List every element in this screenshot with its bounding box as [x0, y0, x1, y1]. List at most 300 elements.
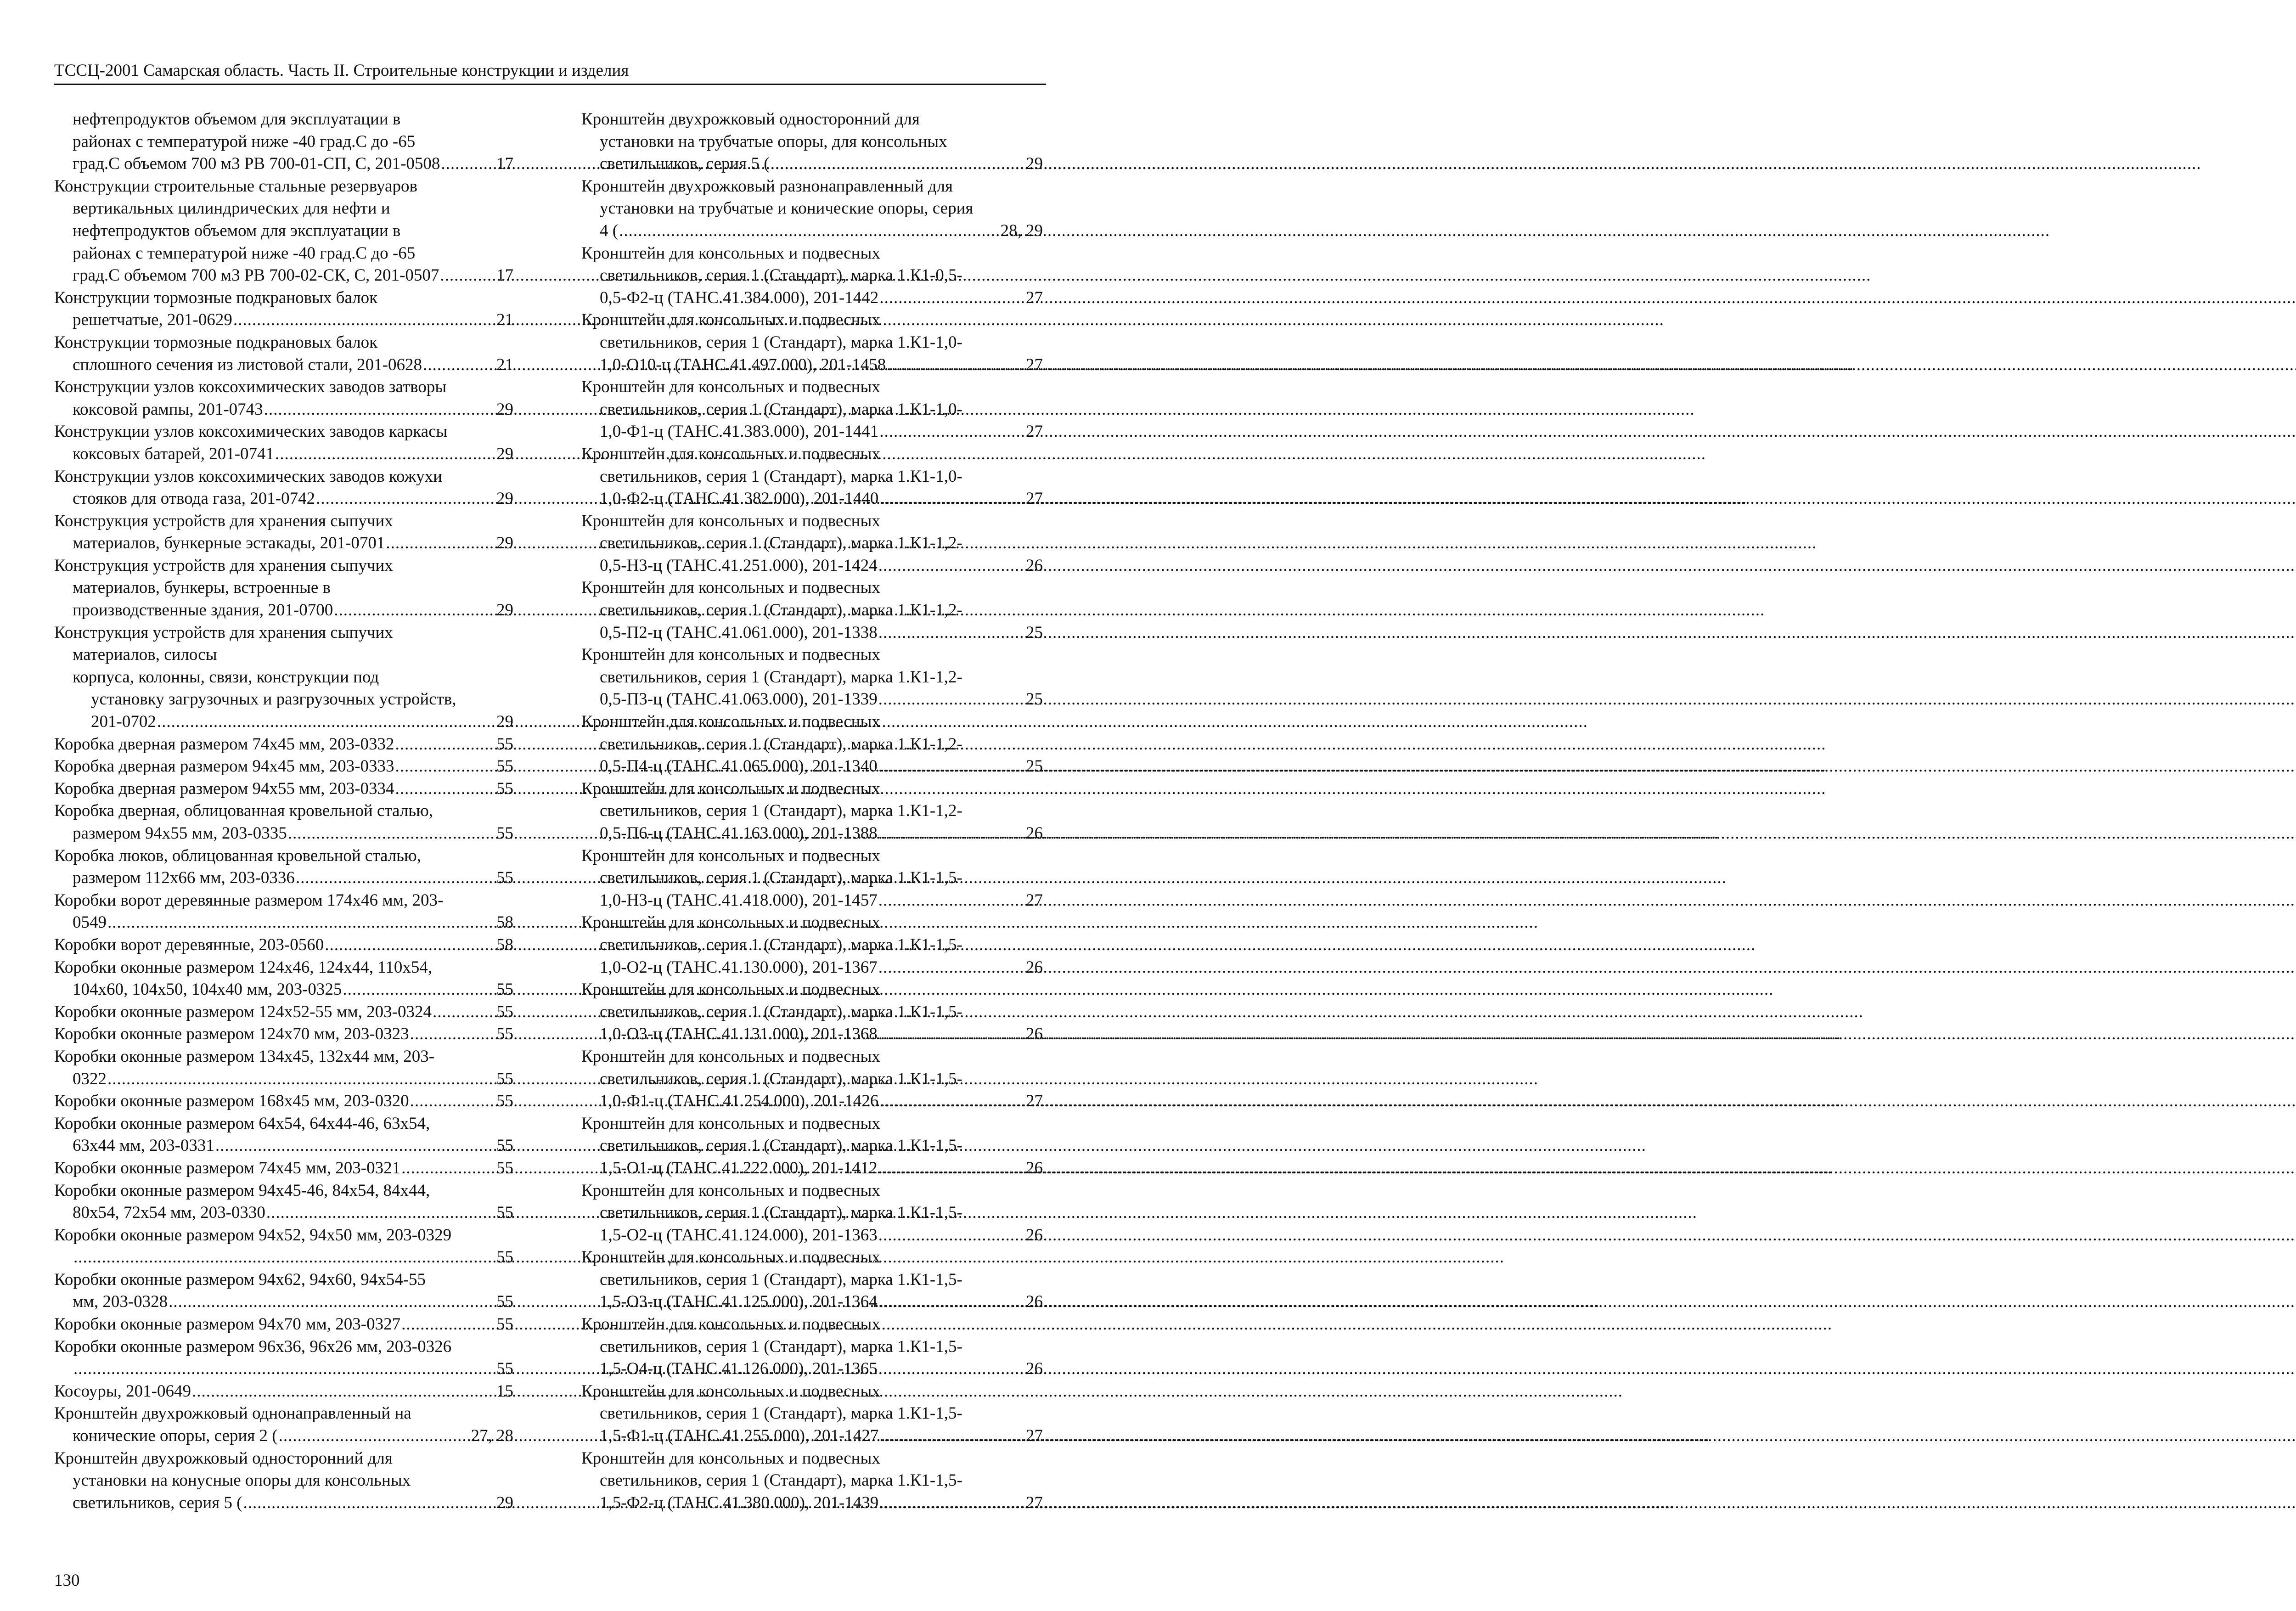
- index-entry-text: 1,5-Ф1-ц (ТАНС.41.255.000), 201-1427: [600, 1426, 879, 1446]
- index-entry: [54, 778, 513, 800]
- index-entry-text: 1,0-Ф1-ц (ТАНС.41.254.000), 201-1426: [600, 1092, 879, 1111]
- index-entry-line: [581, 622, 1043, 644]
- index-entry: [54, 1269, 513, 1313]
- index-entry-text: 0,5-П2-ц (ТАНС.41.061.000), 201-1338: [600, 623, 878, 642]
- index-entry-line: [54, 1157, 513, 1180]
- dot-leader: [878, 622, 1025, 644]
- index-entry: [54, 890, 513, 934]
- index-entry: [54, 510, 513, 555]
- index-entry-text: сплошного сечения из листовой стали, 201-0628: [73, 355, 422, 374]
- index-entry-line: [54, 733, 513, 756]
- index-entry-text: 0,5-П6-ц (ТАНС.41.163.000), 201-1388: [600, 824, 878, 843]
- index-entry: [54, 934, 513, 957]
- index-entry-page: 55: [496, 757, 513, 776]
- index-entry-text: материалов, бункерные эстакады, 201-0701: [73, 534, 385, 553]
- index-entry-text: 1,5-О3-ц (ТАНС.41.125.000), 201-1364: [600, 1292, 878, 1312]
- index-entry-line: [54, 1001, 513, 1024]
- index-entry-line: [54, 1358, 513, 1380]
- index-entry: [581, 912, 1043, 979]
- index-entry-line: Конструкции тормозные подкрановых балок: [54, 288, 378, 307]
- index-entry-line: материалов, бункеры, встроенные в: [73, 578, 331, 597]
- index-entry-line: светильников, серия 1 (Стандарт), марка 1.К1-1,5-: [600, 1270, 962, 1289]
- index-entry-page: 29: [496, 1493, 513, 1512]
- dot-leader: [233, 309, 495, 332]
- dot-leader: [879, 287, 1025, 310]
- index-entry-line: [54, 711, 513, 733]
- index-entry-text: 1,5-О4-ц (ТАНС.41.126.000), 201-1365: [600, 1359, 878, 1379]
- index-entry: [581, 1180, 1043, 1247]
- index-entry-text: 1,0-О10-ц (ТАНС.41.497.000), 201-1458: [600, 355, 886, 374]
- index-entry-line: Кронштейн двухрожковый односторонний для: [54, 1448, 393, 1468]
- index-entry-line: светильников, серия 1 (Стандарт), марка 1.К1-1,0-: [600, 332, 962, 352]
- index-entry-page: 29: [496, 601, 513, 620]
- index-entry-line: [54, 1291, 513, 1313]
- index-entry-line: установки на трубчатые и конические опоры, серия: [600, 199, 974, 218]
- index-entry-line: [54, 265, 513, 287]
- index-entry-line: [581, 220, 1043, 242]
- index-entry-page: 21: [496, 310, 513, 330]
- index-entry-text: коксовых батарей, 201-0741: [73, 444, 275, 463]
- index-entry-line: светильников, серия 1 (Стандарт), марка 1.К1-0,5-: [600, 266, 962, 285]
- index-entry: [54, 1113, 513, 1157]
- index-entry: [54, 1224, 513, 1269]
- index-entry-line: [54, 1135, 513, 1157]
- index-entry-page: 21: [496, 355, 513, 374]
- index-entry-line: Коробки оконные размером 94х45-46, 84х54, 84х44,: [54, 1181, 430, 1200]
- index-entry-page: 25: [1026, 690, 1043, 709]
- page-header: [54, 54, 1046, 85]
- index-entry-text: Коробки оконные размером 74х45 мм, 203-0321: [54, 1158, 401, 1177]
- index-entry-line: корпуса, колонны, связи, конструкции под: [73, 667, 379, 687]
- index-entry-text: Коробки оконные размером 124х70 мм, 203-0323: [54, 1025, 409, 1044]
- index-entry: [54, 421, 513, 465]
- index-entry: [54, 1001, 513, 1024]
- index-entry: [581, 242, 1043, 310]
- index-entry-line: светильников, серия 1 (Стандарт), марка 1.К1-1,5-: [600, 1136, 962, 1155]
- dot-leader: [279, 1425, 470, 1448]
- dot-leader: [410, 1090, 495, 1113]
- index-entry-text: Коробки оконные размером 94х70 мм, 203-0327: [54, 1315, 401, 1334]
- index-entry-line: светильников, серия 1 (Стандарт), марка 1.К1-1,2-: [600, 801, 962, 821]
- index-entry-page: 55: [496, 1092, 513, 1111]
- dot-leader: [771, 153, 1025, 175]
- index-entry-page: 55: [496, 1203, 513, 1222]
- index-entry: [54, 1336, 513, 1380]
- index-entry-line: [54, 532, 513, 555]
- index-entry-text: коксовой рампы, 201-0743: [73, 400, 263, 419]
- index-entry: [54, 1090, 513, 1113]
- index-entry-text: 1,5-Ф2-ц (ТАНС.41.380.000), 201-1439: [600, 1493, 879, 1512]
- index-entry-text: светильников, серия 5 (: [600, 154, 770, 174]
- dot-leader: [334, 599, 495, 622]
- index-entry-line: [54, 979, 513, 1001]
- index-entry-line: [54, 443, 513, 466]
- index-entry-line: Конструкции тормозные подкрановых балок: [54, 332, 378, 352]
- index-entry-line: светильников, серия 1 (Стандарт), марка 1.К1-1,0-: [600, 400, 962, 419]
- index-entry-line: материалов, силосы: [73, 645, 217, 665]
- index-entry-text: производственные здания, 201-0700: [73, 601, 333, 620]
- index-entry-line: светильников, серия 1 (Стандарт), марка 1.К1-1,2-: [600, 734, 962, 754]
- index-entry-line: [54, 1492, 513, 1515]
- index-entry-line: Конструкции узлов коксохимических заводов каркасы: [54, 422, 448, 441]
- dot-leader: [296, 867, 495, 890]
- index-entry-line: светильников, серия 1 (Стандарт), марка 1.К1-1,5-: [600, 1069, 962, 1088]
- index-entry: [54, 555, 513, 622]
- index-entry-line: Коробки оконные размером 94х62, 94х60, 94х54-55: [54, 1270, 426, 1289]
- dot-leader: [878, 822, 1025, 845]
- index-entry-page: 29: [496, 534, 513, 553]
- index-entry: [54, 622, 513, 666]
- index-entry-line: светильников, серия 1 (Стандарт), марка 1.К1-1,5-: [600, 1203, 962, 1222]
- index-entry-page: 27: [1026, 422, 1043, 441]
- index-entry-page: 55: [496, 1002, 513, 1021]
- index-entry-text: 104х60, 104х50, 104х40 мм, 203-0325: [73, 980, 342, 999]
- dot-leader: [878, 957, 1025, 979]
- dot-leader: [192, 1380, 495, 1403]
- dot-leader: [878, 555, 1025, 577]
- index-entry-line: установки на трубчатые опоры, для консольных: [600, 132, 947, 151]
- index-entry: [54, 1403, 513, 1447]
- index-entry-line: Конструкции узлов коксохимических заводов затворы: [54, 377, 447, 397]
- index-entry-page: 26: [1026, 1292, 1043, 1312]
- index-entry-line: [581, 688, 1043, 711]
- index-entry-line: [54, 1425, 513, 1448]
- index-entry: [54, 287, 513, 332]
- index-entry-line: [54, 399, 513, 421]
- index-entry-text: решетчатые, 201-0629: [73, 310, 232, 330]
- index-entry: [54, 1157, 513, 1180]
- index-entry-line: Кронштейн двухрожковый односторонний для: [581, 110, 920, 129]
- index-entry-text: мм, 203-0328: [73, 1292, 168, 1312]
- index-entry: [581, 778, 1043, 845]
- index-entry-text: Коробки оконные размером 168х45 мм, 203-0320: [54, 1092, 409, 1111]
- index-entry-line: Коробки оконные размером 124х46, 124х44, 110х54,: [54, 958, 433, 977]
- index-entry-page: 27: [1026, 1426, 1043, 1446]
- dot-leader: [243, 1492, 495, 1515]
- index-entry-line: [54, 1313, 513, 1336]
- index-entry-page: 58: [496, 913, 513, 932]
- index-entry-page: 26: [1026, 1225, 1043, 1245]
- index-entry-line: Кронштейн для консольных и подвесных: [581, 310, 880, 330]
- index-entry: [581, 108, 1043, 175]
- index-entry-text: 1,5-О1-ц (ТАНС.41.222.000), 201-1412: [600, 1158, 878, 1177]
- page-number: 130: [54, 1571, 80, 1590]
- dot-leader: [887, 354, 1025, 377]
- index-entry-page: 27: [1026, 355, 1043, 374]
- index-entry-text: Коробки оконные размером 124х52-55 мм, 203-0324: [54, 1002, 432, 1021]
- index-entry: [581, 1246, 1043, 1313]
- dot-leader: [878, 1023, 1025, 1046]
- index-entry-line: [54, 755, 513, 778]
- index-entry-line: светильников, серия 1 (Стандарт), марка 1.К1-1,2-: [600, 667, 962, 687]
- index-entry: [54, 332, 513, 376]
- index-entry: [581, 1046, 1043, 1113]
- index-entry: [581, 510, 1043, 577]
- index-entry-page: 55: [496, 734, 513, 754]
- index-entry-line: Кронштейн для консольных и подвесных: [581, 578, 880, 597]
- index-entry-text: 0549: [73, 913, 107, 932]
- index-entry-page: 26: [1026, 958, 1043, 977]
- index-entry: [54, 1380, 513, 1403]
- dot-leader: [215, 1135, 495, 1157]
- index-entry-line: [54, 309, 513, 332]
- index-entry-page: 17: [496, 154, 513, 174]
- index-entry-page: 26: [1026, 556, 1043, 575]
- index-entry: [581, 577, 1043, 644]
- index-entry-page: 55: [496, 1292, 513, 1312]
- index-entry-line: светильников, серия 1 (Стандарт), марка 1.К1-1,5-: [600, 1404, 962, 1423]
- index-entry-page: 15: [496, 1381, 513, 1401]
- index-entry-page: 25: [1026, 623, 1043, 642]
- index-entry: [54, 466, 513, 510]
- index-entry-page: 26: [1026, 1025, 1043, 1044]
- index-entry-text: град.С объемом 700 м3 РВ 700-01-СП, С, 201-0508: [73, 154, 440, 174]
- index-entry-line: Кронштейн для консольных и подвесных: [581, 377, 880, 397]
- dot-leader: [73, 1358, 495, 1380]
- dot-leader: [107, 1068, 495, 1091]
- index-entry-text: 0,5-Н3-ц (ТАНС.41.251.000), 201-1424: [600, 556, 878, 575]
- index-entry-text: 0,5-П4-ц (ТАНС.41.065.000), 201-1340: [600, 757, 878, 776]
- dot-leader: [157, 711, 495, 733]
- index-entry: [54, 376, 513, 421]
- dot-leader: [410, 1023, 495, 1046]
- index-entry: [54, 733, 513, 756]
- index-entry: [581, 309, 1043, 376]
- index-entry-text: размером 112х66 мм, 203-0336: [73, 868, 295, 888]
- index-entry-line: Кронштейн для консольных и подвесных: [581, 846, 880, 865]
- dot-leader: [878, 890, 1025, 912]
- index-entry-page: 25: [1026, 757, 1043, 776]
- index-entry-line: районах с температурой ниже -40 град.С до -65: [73, 132, 416, 151]
- index-entry-line: [581, 957, 1043, 979]
- index-entry: [581, 711, 1043, 778]
- index-entry-line: районах с температурой ниже -40 град.С до -65: [73, 243, 416, 263]
- index-entry-line: [54, 599, 513, 622]
- index-entry-text: 1,0-О3-ц (ТАНС.41.131.000), 201-1368: [600, 1025, 878, 1044]
- index-entry-page: 27: [1026, 288, 1043, 307]
- index-entry-line: [581, 153, 1043, 175]
- index-entry-line: Коробки оконные размером 94х52, 94х50 мм, 203-0329: [54, 1225, 452, 1245]
- index-entry: [54, 666, 513, 733]
- index-entry-text: 0,5-П3-ц (ТАНС.41.063.000), 201-1339: [600, 690, 878, 709]
- index-entry-page: 27: [1026, 1493, 1043, 1512]
- index-entry-line: Кронштейн для консольных и подвесных: [581, 980, 880, 999]
- index-entry-line: [54, 867, 513, 890]
- index-entry-text: 0,5-Ф2-ц (ТАНС.41.384.000), 201-1442: [600, 288, 879, 307]
- index-entry-line: Кронштейн для консольных и подвесных: [581, 1114, 880, 1133]
- index-entry-page: 27, 28: [471, 1426, 513, 1446]
- index-entry-line: [581, 421, 1043, 443]
- index-entry: [54, 108, 513, 175]
- index-entry-page: 58: [496, 935, 513, 954]
- index-entry-line: Кронштейн двухрожковый разнонаправленный для: [581, 176, 953, 196]
- index-entry: [581, 175, 1043, 242]
- index-entry-line: Конструкции узлов коксохимических заводов кожухи: [54, 467, 442, 486]
- index-entry: [581, 443, 1043, 510]
- dot-leader: [343, 979, 495, 1001]
- index-entry-line: [581, 1224, 1043, 1247]
- index-entry-line: светильников, серия 1 (Стандарт), марка 1.К1-1,2-: [600, 601, 962, 620]
- index-entry-line: Кронштейн для консольных и подвесных: [581, 712, 880, 732]
- index-entry-line: [54, 1202, 513, 1224]
- index-entry-line: [581, 1291, 1043, 1313]
- dot-leader: [879, 1492, 1025, 1515]
- index-entry-page: 26: [1026, 1359, 1043, 1379]
- index-entry: [581, 1113, 1043, 1180]
- index-entry: [581, 1380, 1043, 1448]
- index-entry-line: Коробки ворот деревянные размером 174х46 мм, 203-: [54, 890, 444, 910]
- index-entry-line: [54, 934, 513, 957]
- index-entry-line: Кронштейн для консольных и подвесных: [581, 1448, 880, 1468]
- dot-leader: [401, 1313, 495, 1336]
- index-entry-line: Конструкция устройств для хранения сыпучих: [54, 556, 393, 575]
- index-entry-page: 29: [496, 400, 513, 419]
- index-entry-line: [54, 354, 513, 377]
- index-entry-line: светильников, серия 1 (Стандарт), марка 1.К1-1,0-: [600, 467, 962, 486]
- index-entry-line: нефтепродуктов объемом для эксплуатации в: [73, 221, 401, 240]
- index-entry-line: установку загрузочных и разгрузочных устройств,: [91, 690, 456, 709]
- index-entry-text: 80х54, 72х54 мм, 203-0330: [73, 1203, 265, 1222]
- dot-leader: [879, 488, 1025, 510]
- index-entry-text: 1,0-Ф1-ц (ТАНС.41.383.000), 201-1441: [600, 422, 879, 441]
- index-entry-line: Кронштейн для консольных и подвесных: [581, 511, 880, 530]
- dot-leader: [879, 1425, 1025, 1448]
- dot-leader: [441, 153, 495, 175]
- dot-leader: [395, 733, 495, 756]
- index-entry-line: Коробки оконные размером 64х54, 64х44-46, 63х54,: [54, 1114, 430, 1133]
- dot-leader: [266, 1202, 495, 1224]
- dot-leader: [275, 443, 495, 466]
- dot-leader: [878, 1224, 1025, 1247]
- index-entry-line: Коробка люков, облицованная кровельной сталью,: [54, 846, 421, 865]
- index-entry-line: [581, 287, 1043, 310]
- index-entry-line: Кронштейн для консольных и подвесных: [581, 913, 880, 932]
- index-entry-text: Косоуры, 201-0649: [54, 1381, 191, 1401]
- header-title: ТССЦ-2001 Самарская область. Часть II. Строительные конструкции и изделия: [54, 61, 629, 80]
- index-entry-text: 63х44 мм, 203-0331: [73, 1136, 214, 1155]
- index-entry-line: Конструкция устройств для хранения сыпучих: [54, 623, 393, 642]
- dot-leader: [288, 822, 495, 845]
- dot-leader: [878, 688, 1025, 711]
- index-entry-text: 201-0702: [91, 712, 156, 732]
- index-entry-text: 1,5-О2-ц (ТАНС.41.124.000), 201-1363: [600, 1225, 878, 1245]
- index-entry-page: 27: [1026, 489, 1043, 508]
- index-entry-text: Коробка дверная размером 94х55 мм, 203-0334: [54, 779, 394, 798]
- index-entry-line: Конструкция устройств для хранения сыпучих: [54, 511, 393, 530]
- index-entry-line: [54, 778, 513, 800]
- index-entry-page: 29: [496, 444, 513, 463]
- index-entry: [581, 376, 1043, 443]
- index-entry-line: Коробки оконные размером 96х36, 96х26 мм, 203-0326: [54, 1337, 452, 1356]
- index-entry-line: [54, 1068, 513, 1091]
- dot-leader: [169, 1291, 495, 1313]
- index-entry-line: [54, 1246, 513, 1269]
- index-entry-page: 55: [496, 824, 513, 843]
- index-entry-line: нефтепродуктов объемом для эксплуатации в: [73, 110, 401, 129]
- index-entry-page: 55: [496, 1359, 513, 1379]
- index-entry-line: [54, 1380, 513, 1403]
- index-entry-page: 55: [496, 868, 513, 888]
- index-entry-line: светильников, серия 1 (Стандарт), марка 1.К1-1,2-: [600, 534, 962, 553]
- index-entry-line: Коробка дверная, облицованная кровельной сталью,: [54, 801, 433, 821]
- index-entry-page: 55: [496, 1136, 513, 1155]
- index-entry-line: светильников, серия 1 (Стандарт), марка 1.К1-1,5-: [600, 868, 962, 888]
- index-entry-page: 29: [496, 712, 513, 732]
- index-entry-line: [54, 1023, 513, 1046]
- index-entry-line: [581, 354, 1043, 377]
- dot-leader: [433, 1001, 495, 1024]
- index-entry-text: стояков для отвода газа, 201-0742: [73, 489, 315, 508]
- index-entry-line: [581, 1425, 1043, 1448]
- index-entry: [54, 957, 513, 1001]
- dot-leader: [619, 220, 999, 242]
- index-entry-line: Кронштейн для консольных и подвесных: [581, 1181, 880, 1200]
- index-column-left: [54, 108, 513, 1514]
- index-entry-text: светильников, серия 5 (: [73, 1493, 242, 1512]
- index-entry-text: Коробка дверная размером 94х45 мм, 203-0333: [54, 757, 394, 776]
- index-entry-page: 27: [1026, 890, 1043, 910]
- index-entry: [581, 1313, 1043, 1380]
- index-entry: [54, 1023, 513, 1046]
- dot-leader: [879, 1090, 1025, 1113]
- dot-leader: [878, 1157, 1025, 1180]
- index-entry-text: Коробка дверная размером 74х45 мм, 203-0332: [54, 734, 394, 754]
- index-entry-line: Кронштейн для консольных и подвесных: [581, 779, 880, 798]
- index-entry-page: 26: [1026, 824, 1043, 843]
- index-entry-line: Кронштейн двухрожковый однонаправленный на: [54, 1404, 411, 1423]
- index-entry: [54, 755, 513, 778]
- index-entry-line: Кронштейн для консольных и подвесных: [581, 444, 880, 463]
- index-entry-line: Кронштейн для консольных и подвесных: [581, 1248, 880, 1267]
- index-entry: [581, 1448, 1043, 1515]
- dot-leader: [386, 532, 495, 555]
- index-entry-text: град.С объемом 700 м3 РВ 700-02-СК, С, 201-0507: [73, 266, 439, 285]
- index-entry: [581, 979, 1043, 1046]
- index-entry-line: Коробки оконные размером 134х45, 132х44 мм, 203-: [54, 1047, 435, 1066]
- index-entry-line: [581, 1023, 1043, 1046]
- index-entry-page: 55: [496, 1158, 513, 1177]
- index-entry: [54, 1180, 513, 1224]
- dot-leader: [423, 354, 495, 377]
- index-entry: [54, 175, 513, 287]
- dot-leader: [440, 265, 495, 287]
- index-entry-line: [581, 1358, 1043, 1380]
- index-entry-line: светильников, серия 1 (Стандарт), марка 1.К1-1,5-: [600, 1471, 962, 1490]
- index-entry-page: 55: [496, 980, 513, 999]
- dot-leader: [395, 778, 495, 800]
- index-entry-page: 55: [496, 1248, 513, 1267]
- index-entry-line: светильников, серия 1 (Стандарт), марка 1.К1-1,5-: [600, 935, 962, 954]
- index-entry: [581, 644, 1043, 711]
- index-entry-line: установки на конусные опоры для консольных: [73, 1471, 411, 1490]
- index-entry-line: [54, 1090, 513, 1113]
- index-entry-page: 55: [496, 1315, 513, 1334]
- index-entry-line: светильников, серия 1 (Стандарт), марка 1.К1-1,5-: [600, 1337, 962, 1356]
- dot-leader: [878, 1291, 1025, 1313]
- index-entry-text: 0322: [73, 1069, 107, 1088]
- index-entry: [54, 800, 513, 845]
- index-entry-line: [54, 153, 513, 175]
- index-entry: [54, 1448, 513, 1515]
- index-entry: [54, 1313, 513, 1336]
- dot-leader: [73, 1246, 495, 1269]
- dot-leader: [325, 934, 495, 957]
- index-entry-page: 55: [496, 1025, 513, 1044]
- index-entry-line: [581, 1090, 1043, 1113]
- index-entry: [54, 1046, 513, 1090]
- index-entry-text: 1,0-О2-ц (ТАНС.41.130.000), 201-1367: [600, 958, 878, 977]
- index-entry-text: Коробки ворот деревянные, 203-0560: [54, 935, 324, 954]
